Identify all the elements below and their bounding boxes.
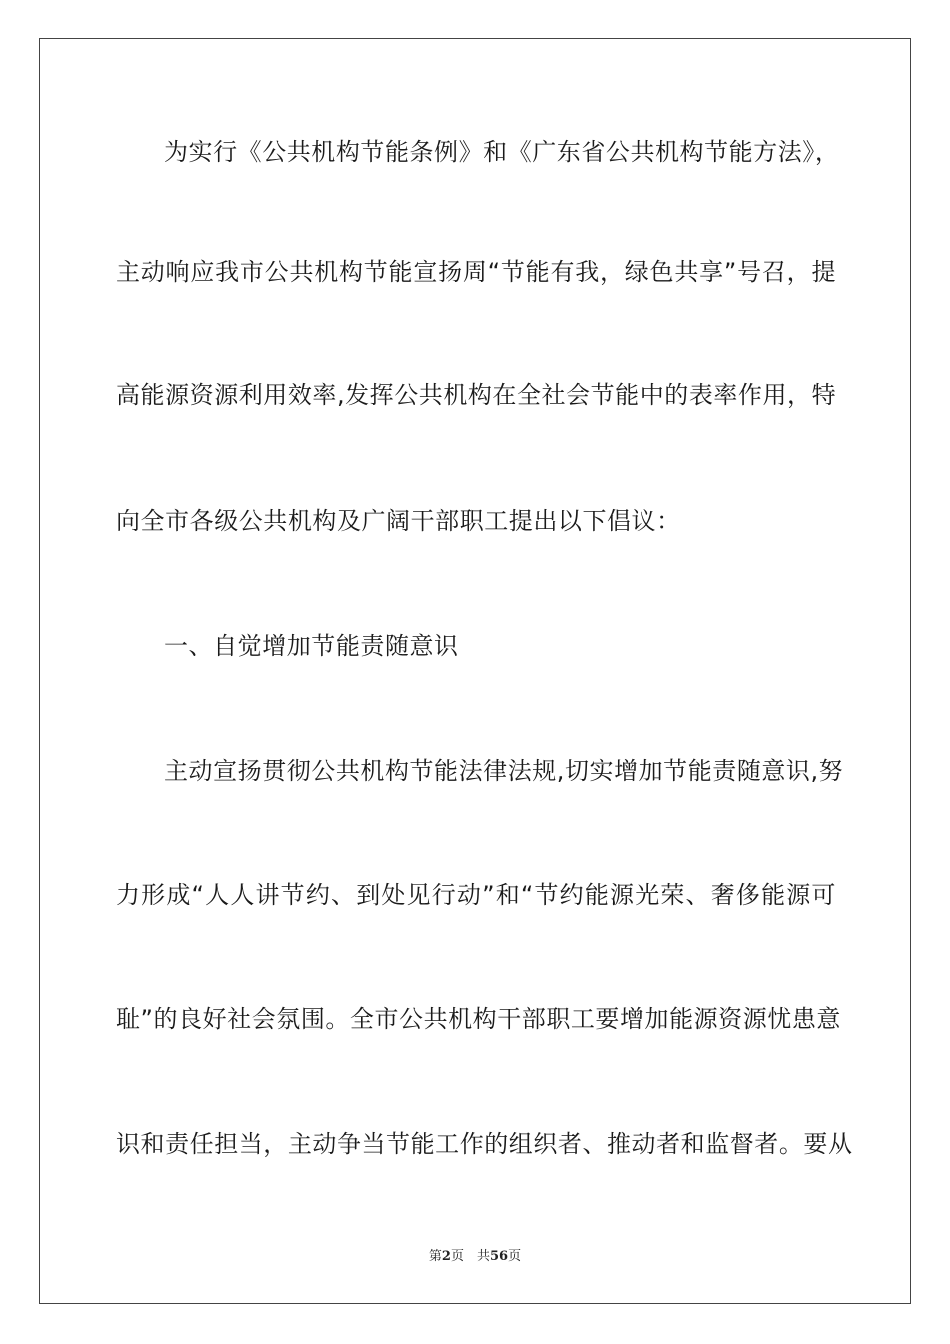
page-border [39,38,911,1304]
paragraph-line-7: 耻”的良好社会氛围。全市公共机构干部职工要增加能源资源忧患意 [116,1005,841,1033]
paragraph-line-4: 向全市各级公共机构及广阔干部职工提出以下倡议： [116,507,681,535]
paragraph-line-8: 识和责任担当，主动争当节能工作的组织者、推动者和监督者。要从 [116,1130,853,1158]
paragraph-line-3: 高能源资源利用效率,发挥公共机构在全社会节能中的表率作用，特 [116,381,837,409]
paragraph-line-6: 力形成“人人讲节约、到处见行动”和“节约能源光荣、奢侈能源可 [116,881,836,909]
current-page-number: 2 [441,1249,451,1264]
paragraph-line-1: 为实行《公共机构节能条例》和《广东省公共机构节能方法》， [164,138,840,166]
paragraph-line-2: 主动响应我市公共机构节能宣扬周“节能有我，绿色共享”号召，提 [116,258,836,286]
footer-suffix: 页 [508,1249,522,1264]
total-page-count: 56 [489,1249,509,1264]
footer-mid: 页 共 [450,1249,490,1264]
page-number-footer [0,1248,950,1266]
paragraph-line-5: 主动宣扬贯彻公共机构节能法律法规,切实增加节能责随意识,努 [164,757,844,785]
footer-prefix: 第 [428,1249,442,1264]
section-heading-1: 一、自觉增加节能责随意识 [164,632,459,660]
